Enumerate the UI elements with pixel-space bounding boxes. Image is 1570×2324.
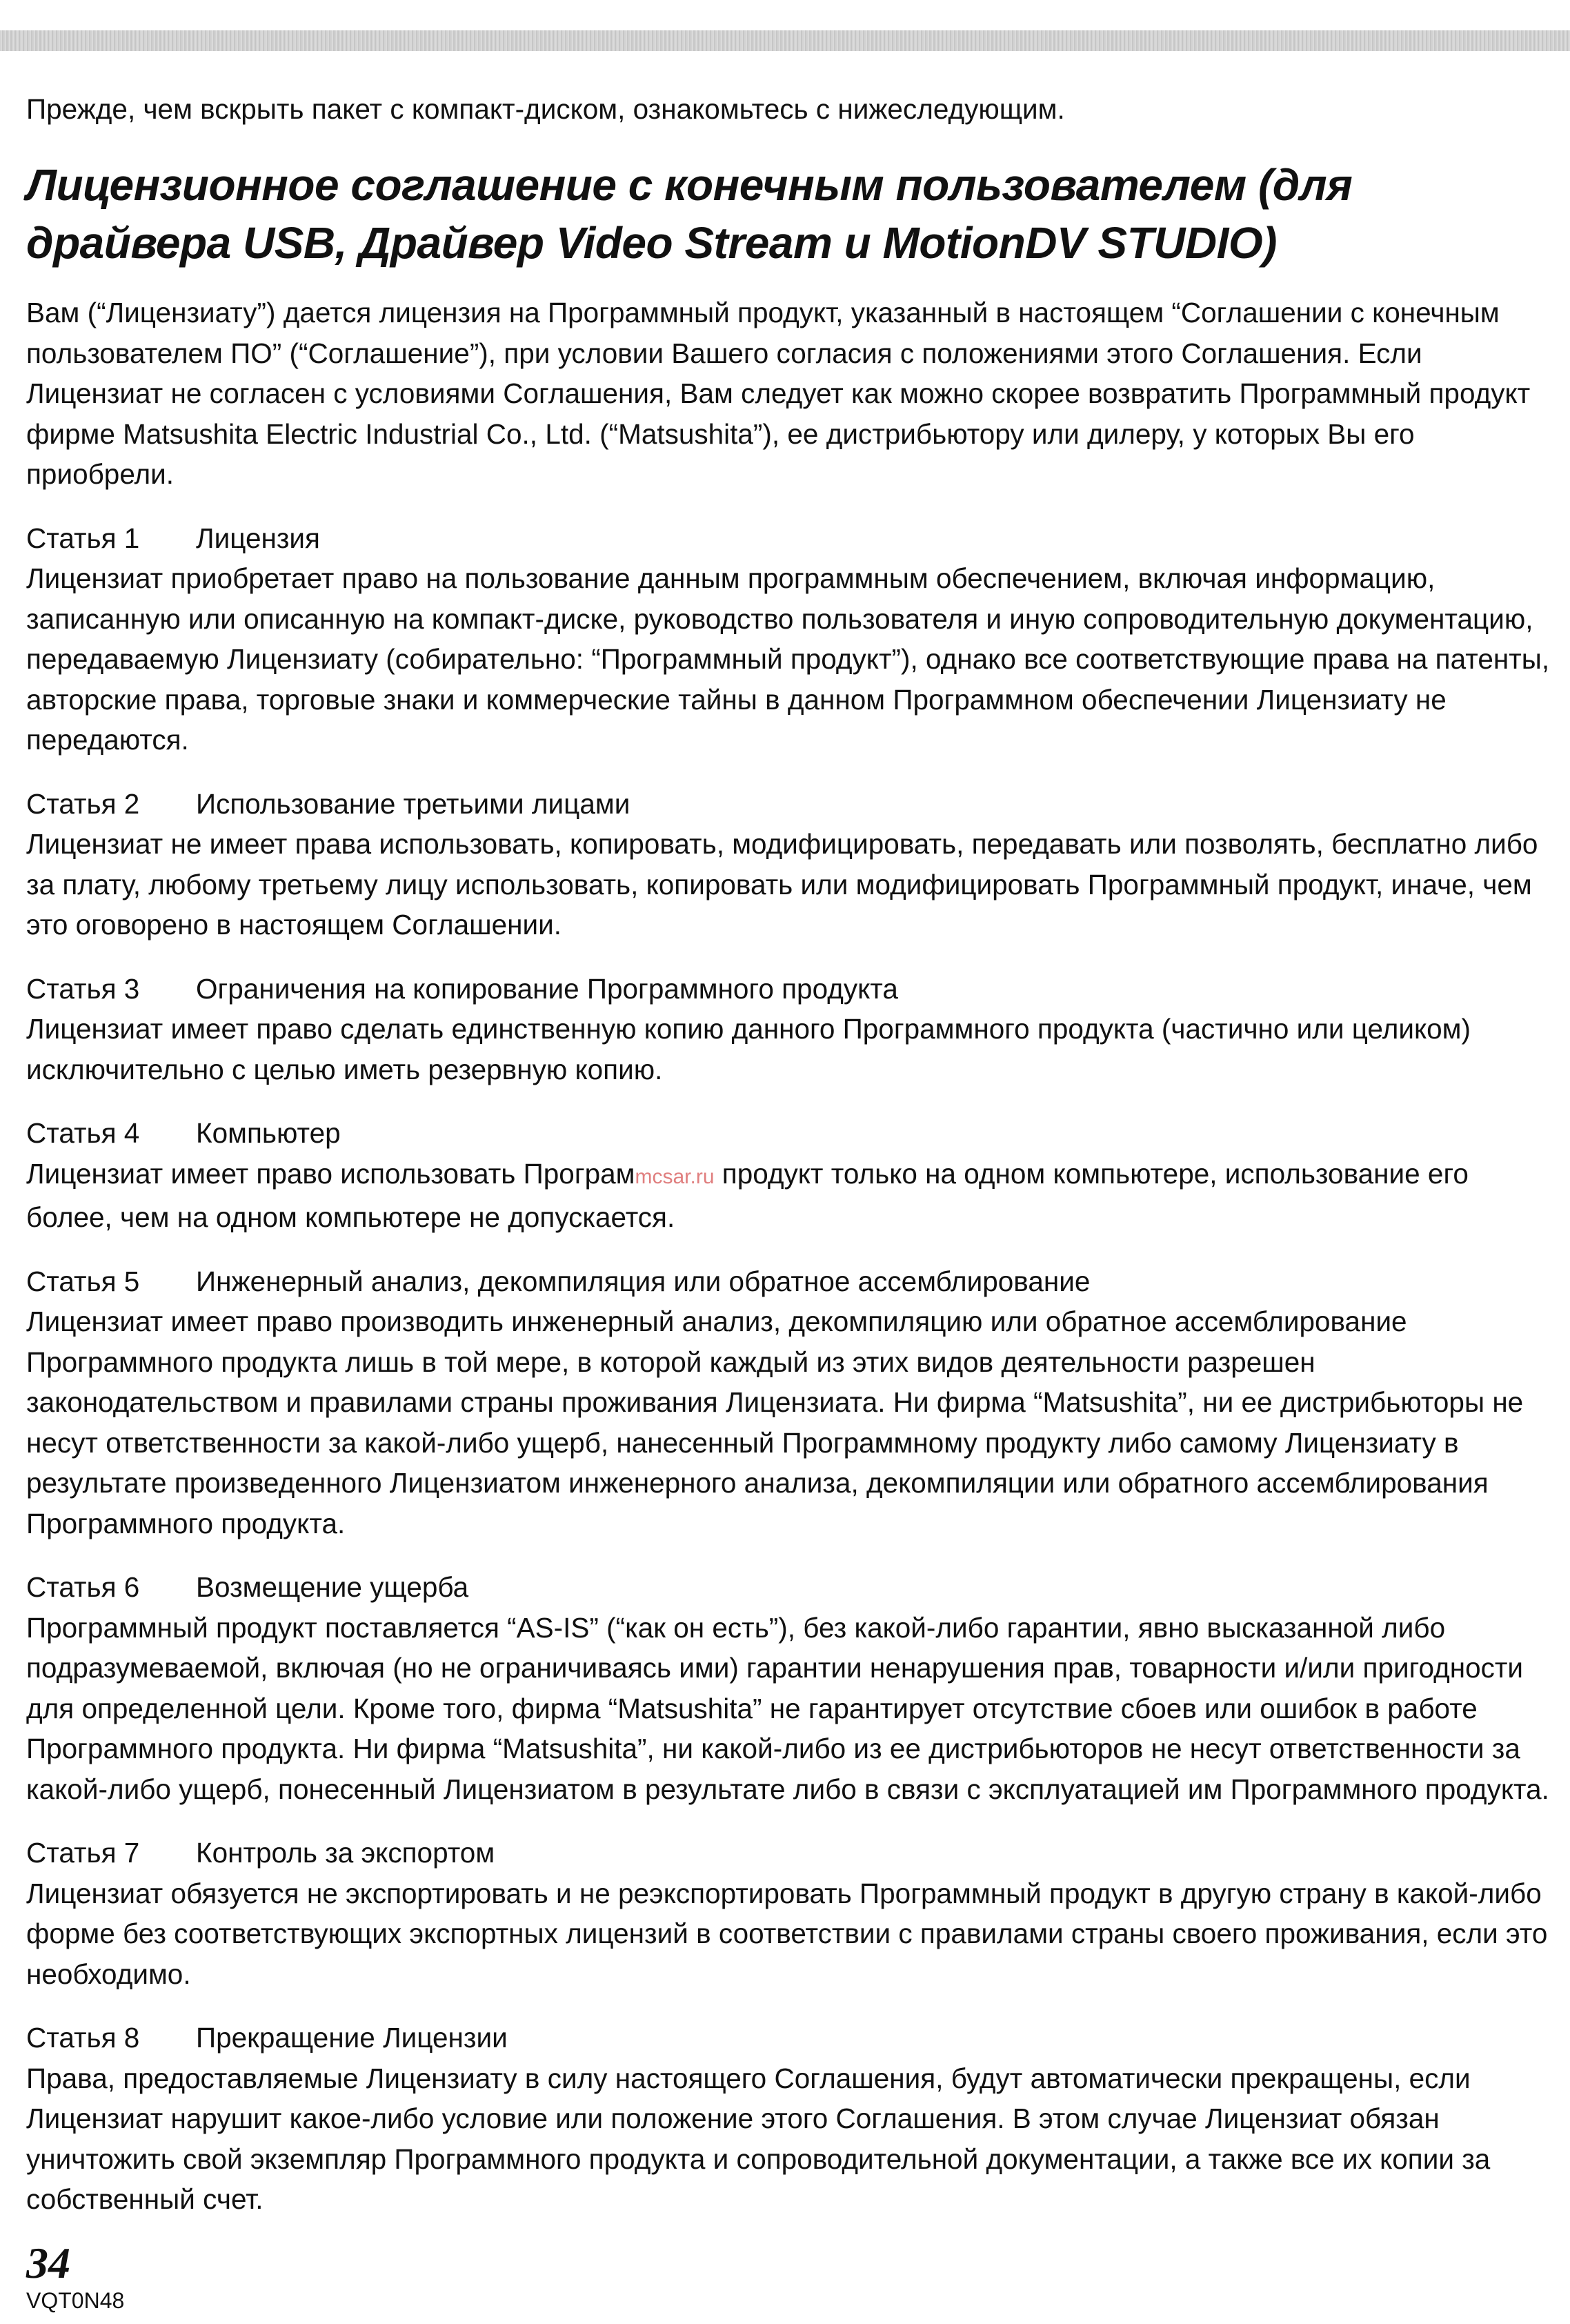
article-body: Лицензиат не имеет права использовать, копировать, модифицировать, передавать или позволять, бесплатно либо за плату, любому третьему лицу использовать, копировать или модифицировать Программный продукт, иначе, чем это оговорено в настоящем Соглашении. — [26, 828, 1538, 941]
article-2 — [26, 784, 1551, 945]
article-title: Использование третьими лицами — [196, 787, 630, 820]
article-number: Статья 6 — [26, 1571, 140, 1603]
article-heading — [26, 1567, 1551, 1608]
article-body: Лицензиат имеет право производить инженерный анализ, декомпиляцию или обратное ассемблирование Программного продукта лишь в той мере, в которой каждый из этих видов деятельности разрешен законодательством и правилами страны проживания Лицензиата. Ни фирма “Matsushita”, ни ее дистрибьюторы не несут ответственности за какой-либо ущерб, нанесенный Программному продукту либо самому Лицензиату в результате произведенного Лицензиатом инженерного анализа, декомпиляции или обратного ассемблирования Программного продукта. — [26, 1306, 1524, 1539]
article-body — [26, 1154, 1551, 1238]
page-title: Лицензионное соглашение с конечным пользователем (для драйвера USB, Драйвер Video Stream и MotionDV STUDIO) — [26, 160, 1353, 268]
article-heading — [26, 1833, 1551, 1873]
article-number: Статья 4 — [26, 1117, 140, 1149]
article-number: Статья 3 — [26, 972, 140, 1005]
article-5 — [26, 1261, 1551, 1544]
article-title: Контроль за экспортом — [196, 1837, 495, 1869]
intro-text: Прежде, чем вскрыть пакет с компакт-диском, ознакомьтесь с нижеследующим. — [26, 93, 1065, 125]
article-8 — [26, 2018, 1551, 2220]
article-body: Лицензиат приобретает право на пользование данным программным обеспечением, включая информацию, записанную или описанную на компакт-диске, руководство пользователя и иную сопроводительную документацию, передаваемую Лицензиату (собирательно: “Программный продукт”), однако все соответствующие права на патенты, авторские права, торговые знаки и коммерческие тайны в данном Программном обеспечении Лицензиату не передаются. — [26, 562, 1550, 756]
article-heading — [26, 1113, 1551, 1154]
article-number: Статья 7 — [26, 1837, 140, 1869]
article-heading — [26, 518, 1551, 559]
article-4 — [26, 1113, 1551, 1238]
article-title: Лицензия — [196, 522, 320, 554]
article-heading — [26, 2018, 1551, 2058]
article-6 — [26, 1567, 1551, 1809]
article-number: Статья 2 — [26, 787, 140, 820]
article-number: Статья 1 — [26, 522, 140, 554]
article-number: Статья 5 — [26, 1265, 140, 1297]
article-title: Компьютер — [196, 1117, 341, 1149]
article-3 — [26, 969, 1551, 1090]
article-title: Инженерный анализ, декомпиляция или обратное ассемблирование — [196, 1265, 1091, 1297]
page-number: 34 — [26, 2238, 70, 2287]
scan-header-band — [0, 30, 1570, 51]
article-body-start: Лицензиат имеет право использовать Програм — [26, 1157, 635, 1190]
document-page — [26, 88, 1551, 2220]
article-heading — [26, 969, 1551, 1010]
document-code: VQT0N48 — [26, 2288, 125, 2313]
article-title: Прекращение Лицензии — [196, 2022, 508, 2054]
article-body: Программный продукт поставляется “AS-IS” (“как он есть”), без какой-либо гарантии, явно высказанной либо подразумеваемой, включая (но не ограничиваясь ими) гарантии ненарушения прав, товарности и/или пригодности для определенной цели. Кроме того, фирма “Matsushita” не гарантирует отсутствие сбоев или ошибок в работе Программного продукта. Ни фирма “Matsushita”, ни какой-либо из ее дистрибьюторов не несут ответственности за какой-либо ущерб, понесенный Лицензиатом в результате либо в связи с эксплуатацией им Программного продукта. — [26, 1611, 1549, 1805]
page-footer — [26, 2238, 125, 2313]
article-title: Возмещение ущерба — [196, 1571, 469, 1603]
article-1 — [26, 518, 1551, 760]
article-title: Ограничения на копирование Программного продукта — [196, 972, 898, 1005]
article-body-end: продукт только на одном компьютере, использование его более, чем на одном компьютере не допускается. — [26, 1157, 1469, 1233]
article-body: Лицензиат имеет право сделать единственную копию данного Программного продукта (частично или целиком) исключительно с целью иметь резервную копию. — [26, 1013, 1471, 1085]
article-7 — [26, 1833, 1551, 1994]
preamble-paragraph: Вам (“Лицензиату”) дается лицензия на Программный продукт, указанный в настоящем “Соглашении с конечным пользователем ПО” (“Соглашение”), при условии Вашего согласия с положениями этого Соглашения. Если Лицензиат не согласен с условиями Соглашения, Вам следует как можно скорее возвратить Программный продукт фирме Matsushita Electric Industrial Co., Ltd. (“Matsushita”), ее дистрибьютору или дилеру, у которых Вы его приобрели. — [26, 297, 1531, 490]
article-body: Права, предоставляемые Лицензиату в силу настоящего Соглашения, будут автоматически прекращены, если Лицензиат нарушит какое-либо условие или положение этого Соглашения. В этом случае Лицензиат обязан уничтожить свой экземпляр Программного продукта и сопроводительной документации, а также все их копии за собственный счет. — [26, 2062, 1491, 2215]
watermark-text: mcsar.ru — [635, 1165, 715, 1188]
article-heading — [26, 1261, 1551, 1302]
article-number: Статья 8 — [26, 2022, 140, 2054]
article-heading — [26, 784, 1551, 825]
article-body: Лицензиат обязуется не экспортировать и не реэкспортировать Программный продукт в другую страну в какой-либо форме без соответствующих экспортных лицензий в соответствии с правилами страны своего проживания, если это необходимо. — [26, 1877, 1548, 1990]
